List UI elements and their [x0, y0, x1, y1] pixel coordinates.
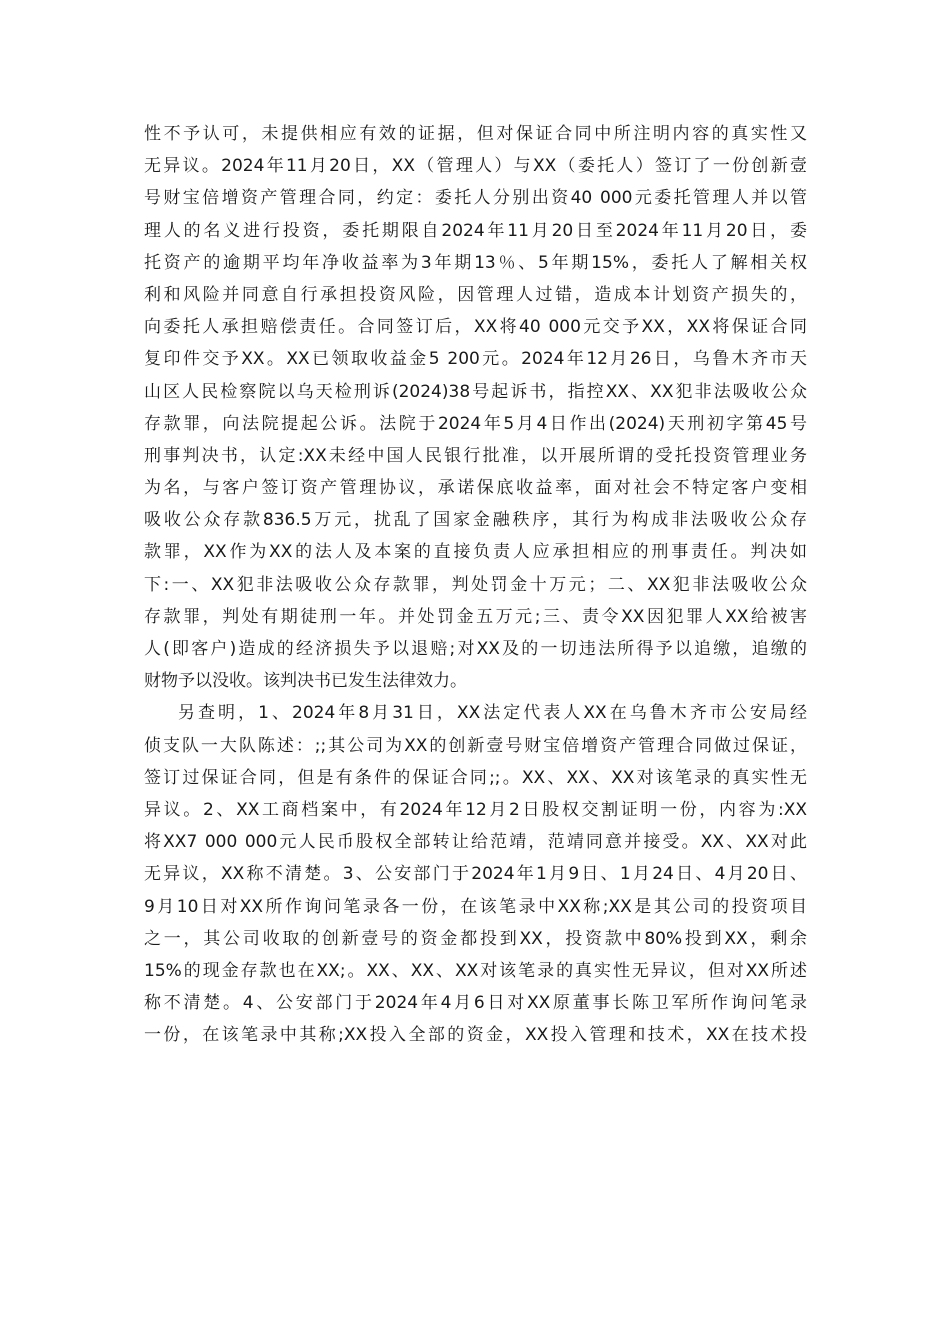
text-line: 财物予以没收。该判决书已发生法律效力。 — [144, 671, 467, 692]
text-line: 一份，在该笔录中其称;XX投入全部的资金，XX投入管理和技术，XX在技术投 — [144, 1025, 807, 1046]
text-line: 15%的现金存款也在XX;。XX、XX、XX对该笔录的真实性无异议，但对XX所述 — [144, 960, 807, 981]
text-line: 存款罪，向法院提起公诉。法院于2024年5月4日作出(2024)天刑初字第45号 — [144, 413, 807, 434]
text-line: 称不清楚。4、公安部门于2024年4月6日对XX原董事长陈卫军所作询问笔录 — [144, 993, 807, 1014]
text-line: 刑事判决书，认定:XX未经中国人民银行批准，以开展所谓的受托投资管理业务 — [144, 445, 807, 466]
text-line: 无异议。2024年11月20日，XX（管理人）与XX（委托人）签订了一份创新壹 — [144, 156, 807, 177]
text-line: 之一，其公司收取的创新壹号的资金都投到XX，投资款中80%投到XX，剩余 — [144, 928, 807, 949]
text-line: 无异议，XX称不清楚。3、公安部门于2024年1月9日、1月24日、4月20日、 — [144, 864, 807, 885]
document-body — [144, 118, 807, 1051]
text-line: 异议。2、XX工商档案中，有2024年12月2日股权交割证明一份，内容为:XX — [144, 799, 807, 820]
text-line: 山区人民检察院以乌天检刑诉(2024)38号起诉书，指控XX、XX犯非法吸收公众 — [144, 381, 807, 402]
text-line: 吸收公众存款836.5万元，扰乱了国家金融秩序，其行为构成非法吸收公众存 — [144, 510, 807, 531]
text-line: 复印件交予XX。XX已领取收益金5 200元。2024年12月26日，乌鲁木齐市天 — [144, 349, 807, 370]
paragraph — [144, 697, 807, 1051]
text-line: 侦支队一大队陈述：;;其公司为XX的创新壹号财宝倍增资产管理合同做过保证， — [144, 735, 807, 756]
text-line: 款罪，XX作为XX的法人及本案的直接负责人应承担相应的刑事责任。判决如 — [144, 542, 807, 563]
text-line: 存款罪，判处有期徒刑一年。并处罚金五万元;三、责令XX因犯罪人XX给被害 — [144, 606, 807, 627]
text-line: 另查明，1、2024年8月31日，XX法定代表人XX在乌鲁木齐市公安局经 — [178, 703, 807, 724]
text-line: 下:一、XX犯非法吸收公众存款罪，判处罚金十万元；二、XX犯非法吸收公众 — [144, 574, 807, 595]
text-line: 签订过保证合同，但是有条件的保证合同;;。XX、XX、XX对该笔录的真实性无 — [144, 767, 807, 788]
text-line: 号财宝倍增资产管理合同，约定：委托人分别出资40 000元委托管理人并以管 — [144, 188, 807, 209]
text-line: 托资产的逾期平均年净收益率为3年期13％、5年期15%，委托人了解相关权 — [144, 252, 807, 273]
text-line: 将XX7 000 000元人民币股权全部转让给范靖，范靖同意并接受。XX、XX对此 — [144, 832, 807, 853]
text-line: 理人的名义进行投资，委托期限自2024年11月20日至2024年11月20日，委 — [144, 220, 807, 241]
paragraph — [144, 118, 807, 697]
text-line: 性不予认可，未提供相应有效的证据，但对保证合同中所注明内容的真实性又 — [144, 124, 807, 144]
text-line: 为名，与客户签订资产管理协议，承诺保底收益率，面对社会不特定客户变相 — [144, 478, 807, 499]
text-line: 利和风险并同意自行承担投资风险，因管理人过错，造成本计划资产损失的， — [144, 284, 807, 305]
text-line: 9月10日对XX所作询问笔录各一份，在该笔录中XX称;XX是其公司的投资项目 — [144, 896, 807, 917]
text-line: 人(即客户)造成的经济损失予以退赔;对XX及的一切违法所得予以追缴，追缴的 — [144, 639, 807, 659]
text-line: 向委托人承担赔偿责任。合同签订后，XX将40 000元交予XX，XX将保证合同 — [144, 317, 807, 338]
